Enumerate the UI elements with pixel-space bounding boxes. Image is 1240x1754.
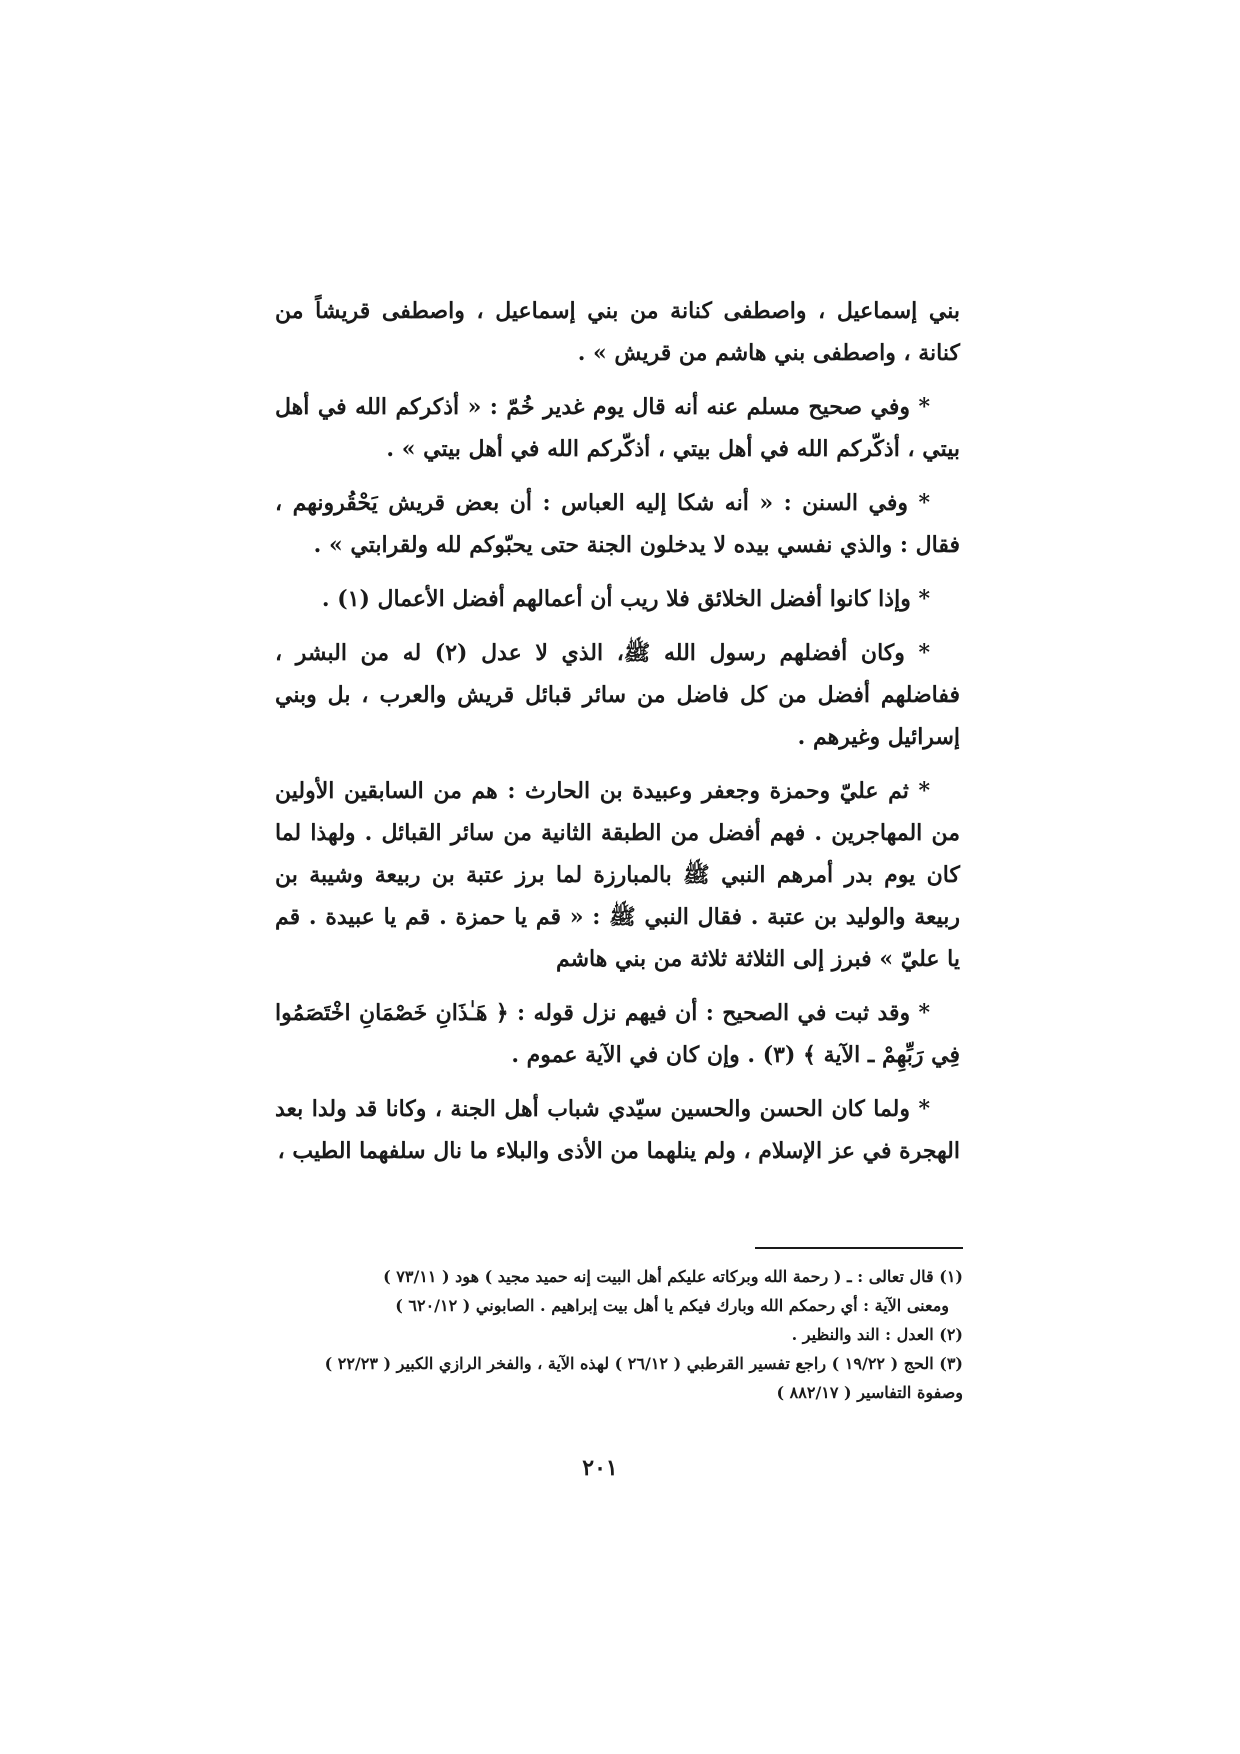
footnote-1-continuation: ومعنى الآية : أي رحمكم الله وبارك فيكم يا أهل بيت إبراهيم . الصابوني ( ٦٢٠/١٢ ) bbox=[395, 1296, 949, 1315]
paragraph-4: * وإذا كانوا أفضل الخلائق فلا ريب أن أعمالهم أفضل الأعمال (١) . bbox=[321, 586, 930, 612]
footnotes bbox=[275, 1262, 963, 1407]
footnote-2: (٢) العدل : الند والنظير . bbox=[791, 1325, 963, 1344]
page-number: ٢٠١ bbox=[582, 1455, 618, 1481]
paragraph-5: * وكان أفضلهم رسول الله ﷺ، الذي لا عدل (٢) له من البشر ، ففاضلهم أفضل من كل فاضل من سائر قبائل قريش والعرب ، بل وبني إسرائيل وغيرهم . bbox=[275, 640, 960, 750]
footnote-1: (١) قال تعالى : ـ ( رحمة الله وبركاته عليكم أهل البيت إنه حميد مجيد ) هود ( ٧٣/١١ ) bbox=[383, 1267, 963, 1286]
paragraph-3: * وفي السنن : « أنه شكا إليه العباس : أن بعض قريش يَحْقُرونهم ، فقال : والذي نفسي بيده لا يدخلون الجنة حتى يحبّوكم لله ولقرابتي » . bbox=[275, 490, 960, 558]
paragraph-7: * وقد ثبت في الصحيح : أن فيهم نزل قوله : ﴿ هَـٰذَانِ خَصْمَانِ اخْتَصَمُوا فِي رَبِّهِمْ ـ الآية ﴾ (٣) . وإن كان في الآية عموم . bbox=[275, 1000, 960, 1068]
footnote-3: (٣) الحج ( ١٩/٢٢ ) راجع تفسير القرطبي ( ٢٦/١٢ ) لهذه الآية ، والفخر الرازي الكبير ( ٢٢/٢٣ ) وصفوة التفاسير ( ٨٨٢/١٧ ) bbox=[324, 1354, 963, 1402]
paragraph-6: * ثم عليّ وحمزة وجعفر وعبيدة بن الحارث : هم من السابقين الأولين من المهاجرين . فهم أفضل من الطبقة الثانية من سائر القبائل . ولهذا لما كان يوم بدر أمرهم النبي ﷺ بالمبارزة لما برز عتبة بن ربيعة وشيبة بن ربيعة والوليد بن عتبة . فقال النبي ﷺ : « قم يا حمزة . قم يا عبيدة . قم يا عليّ » فبرز إلى الثلاثة ثلاثة من بني هاشم bbox=[275, 778, 960, 972]
paragraph-1: بني إسماعيل ، واصطفى كنانة من بني إسماعيل ، واصطفى قريشاً من كنانة ، واصطفى بني هاشم من قريش » . bbox=[275, 298, 960, 366]
main-text bbox=[275, 290, 960, 1184]
paragraph-8: * ولما كان الحسن والحسين سيّدي شباب أهل الجنة ، وكانا قد ولدا بعد الهجرة في عز الإسلام ، ولم ينلهما من الأذى والبلاء ما نال سلفهما الطيب ، bbox=[275, 1096, 960, 1164]
footnote-divider bbox=[755, 1247, 963, 1249]
paragraph-2: * وفي صحيح مسلم عنه أنه قال يوم غدير خُمّ : « أذكركم الله في أهل بيتي ، أذكّركم الله في أهل بيتي ، أذكّركم الله في أهل بيتي » . bbox=[275, 394, 960, 462]
